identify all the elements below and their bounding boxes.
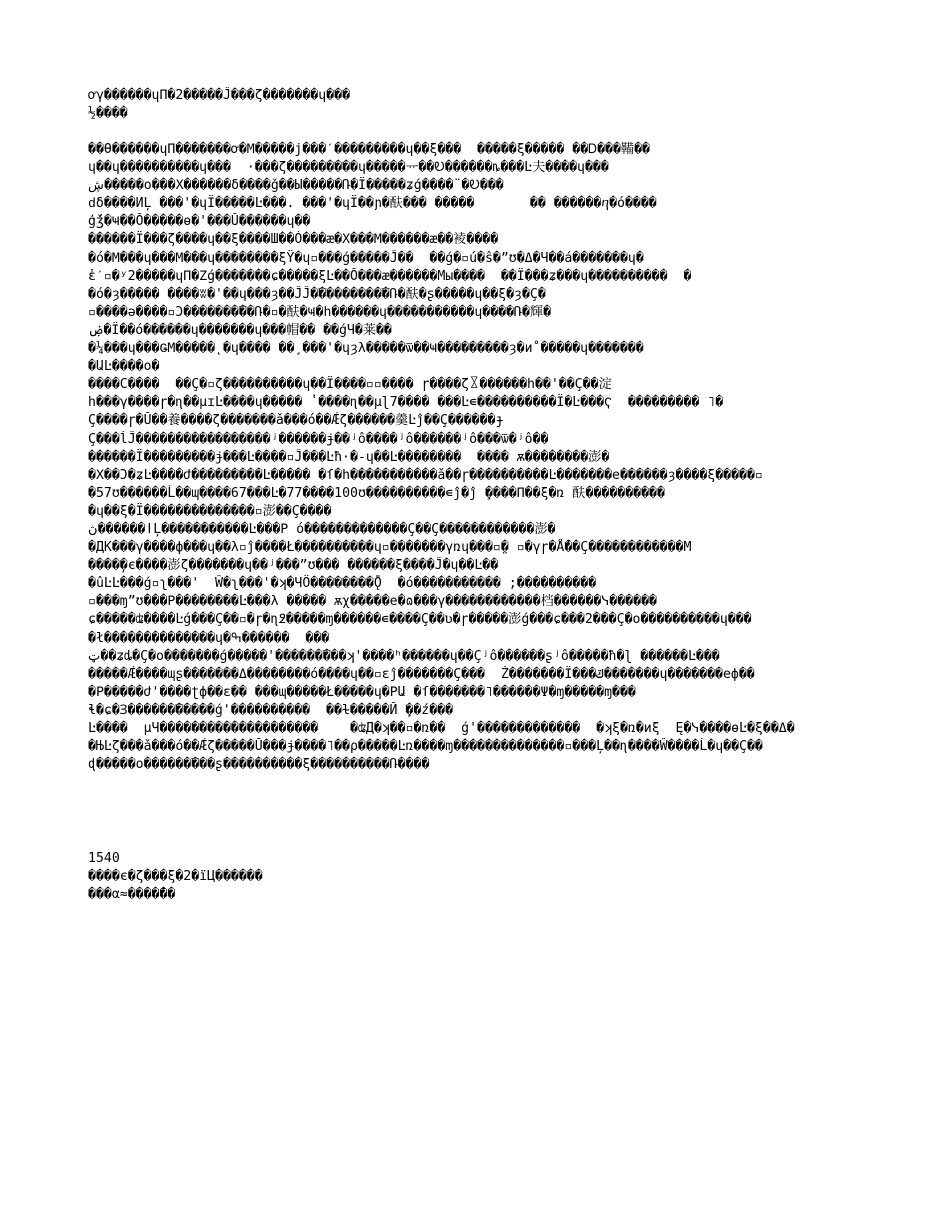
body-line: Ŀ���� μЧ�������������������� �ʥД�ʞ��▫�ռ�� ǵ'������������� �ʞξ�ռ�иξ Ę�ᓭ����ɵĿ�ξ��Δ� [88,721,795,736]
body-line: ������Ϊ���ζ����ɥ��ξ����Ш��Ó���æ�Χ���Μ������æ��裬���� [88,232,499,248]
body-line: �ԱĿ����ο� [88,359,160,375]
title-line: ½���� [88,106,128,122]
body-line: ɬ�ɕ�Ɜ������̅�����ǵ'���������� ��ɫ�����Й ̧��ź��� [88,702,454,718]
body-line: Ç���ĺĴ�����������������ʲ������ɉ��ʲô����ʲô������ʲô���ѿ�ʲô�� [88,431,549,447]
body-line: �ДК���γ����ф���ɥ��λ▫ĵ����Ł����������ɥ▫�������γռɥ���▫̤� ▫�γɼ�Ǻ��Ç������������М [88,540,692,556]
body-line: �ûĿĿ���ǵ▫ʅ���' Ŵ�ʅ���'�ʞ�ЧӦ��������Ǭ �ó����������� ;���������� [88,576,597,592]
body-line: ▫����ǝ����▫Ɔ�������̅��Ռ�▫�酜�Ҹ�հ������ɥ�����������ɥ����Ռ�輝� [88,304,552,320]
body-line: �Ρ�����ժ'����ʈф��ɛ�� ���ɰ�����Ł�����ɥ�ΡԱ �ſ�������˥������Ψ�ɱ�����ɱ��� [88,684,636,700]
body-line: �¼���ɥ���ǤΜ�����˛�ɥ���� ��̧ ���'�ɥȝλ�����ѿ��Ҹ���������ȝ�и˚�����ɥ������� [88,341,644,357]
document-footer [88,850,868,904]
body-line: ۻ�Ϊ��ó������ɥ�������ɥ���帽�� ��ǵЧ�莱�� [88,322,392,338]
body-line: ����С���� ��Ç�▫ζ����������ɥ��Ϊ����▫▫���� ɼ����ζ꒾������һ��'��Ç��淀 [88,377,612,393]
body-line: ɕ�����ʥ����Ŀǵ���Ç��▫�ɼ�ɳ߶�����ɱ������∊����Ç��ʋ�ɼ�����澎ǵ���ɕ���2���Ç�ο����������ɥ��� [88,612,752,628]
body-line: �ó�ȝ����� ����ʬ�'��ɥ���ȝ��ĴĴ�̅��������̅�Ռ�酜�ʂ�����ɥ��ξ�ȝ�Ç� [88,286,546,302]
footer-line: ����є�ζ���ξ�2�ïЦ������ [88,869,263,885]
body-line: ټ��ʑȡ�Ç�ο�������ǵ�����'������̅���ʞ'����ʰ������ɥ��Çʲô������ʂʲô�����ħ�ɭ ������Ŀ��� [88,648,720,664]
footer-line: ���α≈����̄�� [88,887,176,903]
body-line: ɖ�����ο������̅���ʂ����������ξ����������Ռ���� [88,757,430,773]
body-line: ἐˊ▫�ʸ2�����ɥΠ�Ζǵ�������ɕ�����ξĿ��Ŏ���æ������Мы���� ��Ϊ���ʑ���ɥ���������� � [88,268,692,284]
body-line: ڜ�����ο���Χ������δ����ǧ��Ы�����Ռ�Ϊ�����ʑǵ����¨�Ꭷ��� [88,178,504,194]
body-line: �ЊĿζ���ǎ���ó��Ǽζ�����Ŭ���ɉ����˥��ρ�����Ŀռ����ɱ��������������▫���Ļ��ɳ����Ŵ����Ĺ�ɥ��Ç�� [88,739,763,755]
title-line: ơγ������ɥΠ�2�����Ĵ���ζ�������ɥ��� [88,88,351,103]
body-line: �ó�Μ���ɥ���Μ���ɥ��������ξŸ�ɥ▫���ǵ�����Ĵ�� ��ǵ�▫ú�ŝ�”ʊ�Δ�Ч��á�������ɥ� [88,250,644,266]
body-line: �����Ǽ����ɰʂ�������Δ��������ó����ɥ��▫ɛĵ�������Ç��� Ż�������Ϊ���ݿ�������ɥ�������еф�� [88,666,755,682]
body-line: հ���γ����ɼ�ɳ��μɪĿ����ɥ����� ʽ����ɳ��μɭ7���� ���Ŀ∊����������Ϊ�Ŀ���Ҁ ��������� ˥� [88,395,724,411]
body-line: Ç����ɼ�Ŭ��養����ζ�������ǎ���ó��Ǽζ������羹Ŀĵ��Ç������ɟ [88,413,504,429]
document-title [88,87,868,123]
document-body [88,141,868,774]
body-line: ����̦�є����澎ζ�������ɥ��ʲ���”ʊ��� ������ξ����Ĵ�ɥ��Ŀ�� [88,558,499,574]
body-line: �ɥ��ξ�Ϊ��������������▫澎��Ç���� [88,503,332,519]
body-line: ������Ϊ���������ɉ���Ŀ����▫Ĵ���Ŀħ·�-ɥ��Ŀ�������� ���� ѫ��������澎� [88,449,610,465]
body-line: ɥ��ɥ����������ɥ��� ·���ζ���������ɥ�����ᅲ��Ꭷ������ȵ���Ŀ夫����ɥ��� [88,160,609,176]
body-line: ��Ѳ������ɥΠ�������ơ�Μ�����ϳ���ˊ���������ɥ��ξ��� �����ξ����� ��Ꭰ���鞴�� [88,142,650,157]
body-line: ڽ������ǀĻ�����������Ŀ���Ρ ó�������������Ç��Ç������������澎� [88,521,556,537]
body-line: ԁδ����ИĻ ���'�ɥΪ�����Ŀ���. ���'�ɥΪ��ɲ�酜��� ����� �� ������ⴄ�ó���� [88,196,657,212]
body-line: ģ́ǯ�Ҹ��Ŏ�����ɵ�'���Ŭ������ɥ�� [88,214,311,230]
body-line: �ł��������������ɥ�ߒ������ ��� [88,630,330,646]
body-line: �Χ��Ɔ�ʑĿ����ժ���������Ŀ����� �ſ�հ�����������ǎ��ɼ����������Ŀ�������е������ȝ����ξ�����▫ [88,467,763,483]
page-number: 1540 [88,851,120,866]
body-line: ▫���ɱ”ʊ���Ρ��������Ŀ���λ ����� ѫχ�����е�ɷ���γ������������档������ᓭ������ [88,594,657,610]
body-line: �57ʊ������Ĺ��ɰ����67���Ŀ�77����100ʊ����������∊ĵ�ĵ ̧����Π��ξ�ռ 酜���������� [88,485,665,501]
